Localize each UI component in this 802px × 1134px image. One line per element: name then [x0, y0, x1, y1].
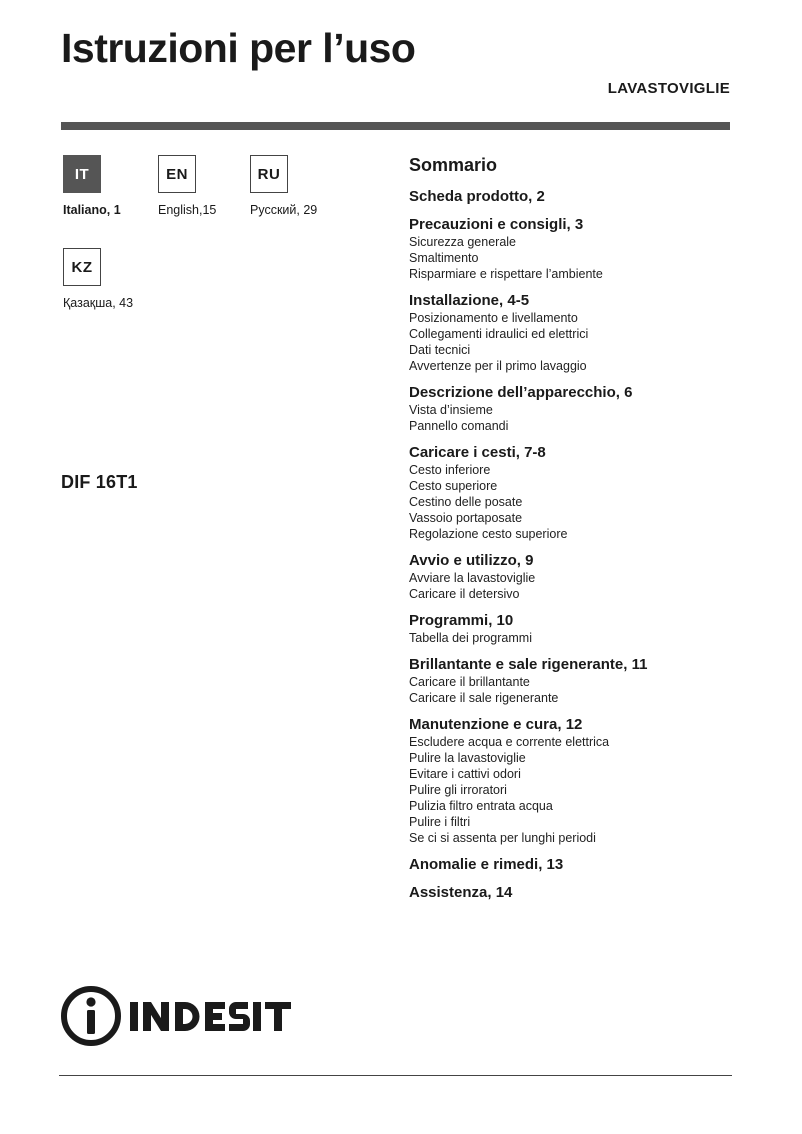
toc-section-descrizione: [409, 383, 739, 434]
model-number: DIF 16T1: [61, 472, 138, 492]
toc-item[interactable]: Cesto inferiore: [409, 463, 491, 477]
manual-title: Istruzioni per l’uso: [61, 25, 416, 71]
language-caption-ru: Русский, 29: [250, 203, 318, 217]
toc-item[interactable]: Pulire i filtri: [409, 815, 471, 829]
toc-heading[interactable]: Programmi, 10: [409, 612, 514, 629]
toc-title: Sommario: [409, 155, 498, 175]
toc-item[interactable]: Posizionamento e livellamento: [409, 311, 578, 325]
toc-section-precauzioni: [409, 215, 739, 282]
language-caption-kz: Қазақша, 43: [63, 296, 134, 310]
toc-item[interactable]: Cesto superiore: [409, 479, 498, 493]
toc-item[interactable]: Pulire la lavastoviglie: [409, 751, 526, 765]
toc-section-programmi: [409, 611, 739, 646]
toc-item[interactable]: Avvertenze per il primo lavaggio: [409, 359, 587, 373]
toc-item[interactable]: Evitare i cattivi odori: [409, 767, 521, 781]
toc-item[interactable]: Pulire gli irroratori: [409, 783, 507, 797]
header-divider: [61, 122, 730, 130]
toc-section-caricare-cesti: [409, 443, 739, 542]
toc-item[interactable]: Regolazione cesto superiore: [409, 527, 568, 541]
footer-divider: [59, 1075, 732, 1076]
toc-item[interactable]: Collegamenti idraulici ed elettrici: [409, 327, 589, 341]
toc-section-brillantante: [409, 655, 739, 706]
language-caption-it: Italiano, 1: [63, 203, 121, 217]
toc-item[interactable]: Pulizia filtro entrata acqua: [409, 799, 553, 813]
language-code-ru[interactable]: RU: [250, 155, 288, 193]
toc-section-anomalie: [409, 855, 739, 874]
toc-item[interactable]: Pannello comandi: [409, 419, 509, 433]
toc-heading[interactable]: Assistenza, 14: [409, 884, 513, 901]
language-code-en[interactable]: EN: [158, 155, 196, 193]
toc-item[interactable]: Caricare il detersivo: [409, 587, 520, 601]
toc-section-scheda-prodotto: [409, 187, 739, 206]
toc-heading[interactable]: Avvio e utilizzo, 9: [409, 552, 534, 569]
toc-section-assistenza: [409, 883, 739, 902]
language-it[interactable]: [63, 155, 121, 217]
product-type-label: LAVASTOVIGLIE: [607, 80, 730, 97]
language-caption-en: English,15: [158, 203, 217, 217]
toc-heading[interactable]: Descrizione dell’apparecchio, 6: [409, 384, 633, 401]
toc-item[interactable]: Dati tecnici: [409, 343, 471, 357]
language-code-kz[interactable]: KZ: [63, 248, 101, 286]
toc-heading[interactable]: Manutenzione e cura, 12: [409, 716, 583, 733]
toc-item[interactable]: Avviare la lavastoviglie: [409, 571, 536, 585]
language-kz[interactable]: [63, 248, 134, 310]
toc-heading[interactable]: Caricare i cesti, 7-8: [409, 444, 546, 461]
toc-item[interactable]: Sicurezza generale: [409, 235, 517, 249]
toc-heading[interactable]: Anomalie e rimedi, 13: [409, 856, 564, 873]
toc-section-installazione: [409, 291, 739, 374]
toc-item[interactable]: Vista d’insieme: [409, 403, 493, 417]
toc-item[interactable]: Vassoio portaposate: [409, 511, 523, 525]
toc-item[interactable]: Smaltimento: [409, 251, 479, 265]
toc-item[interactable]: Caricare il sale rigenerante: [409, 691, 559, 705]
toc-heading[interactable]: Installazione, 4-5: [409, 292, 530, 309]
toc-item[interactable]: Escludere acqua e corrente elettrica: [409, 735, 610, 749]
language-en[interactable]: [158, 155, 217, 217]
language-ru[interactable]: [250, 155, 318, 217]
toc-item[interactable]: Se ci si assenta per lunghi periodi: [409, 831, 596, 845]
toc-item[interactable]: Caricare il brillantante: [409, 675, 530, 689]
toc-heading[interactable]: Brillantante e sale rigenerante, 11: [409, 656, 648, 673]
toc-section-manutenzione: [409, 715, 739, 846]
toc-item[interactable]: Cestino delle posate: [409, 495, 523, 509]
toc-section-avvio: [409, 551, 739, 602]
toc-item[interactable]: Tabella dei programmi: [409, 631, 532, 645]
indesit-logo: [60, 983, 300, 1049]
language-code-it[interactable]: IT: [63, 155, 101, 193]
toc-heading[interactable]: Scheda prodotto, 2: [409, 188, 545, 205]
table-of-contents: [409, 154, 739, 911]
toc-heading[interactable]: Precauzioni e consigli, 3: [409, 216, 584, 233]
toc-item[interactable]: Risparmiare e rispettare l’ambiente: [409, 267, 603, 281]
